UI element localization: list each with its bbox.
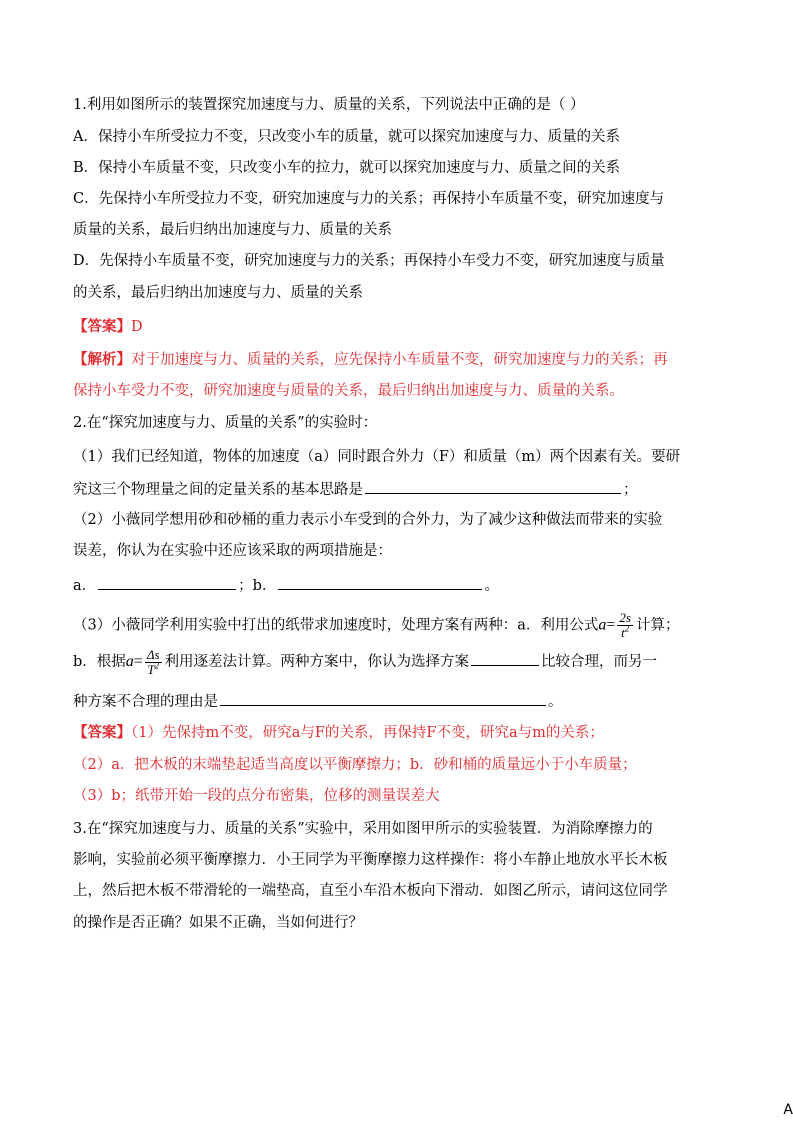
q1-stem: 1.利用如图所示的装置探究加速度与力、质量的关系，下列说法中正确的是（ ） [73,97,585,113]
answer-blank-1[interactable] [365,478,621,494]
q3-line4: 的操作是否正确？如果不正确，当如何进行？ [73,915,363,931]
q2-stem: 2.在“探究加速度与力、质量的关系”的实验时： [73,415,378,431]
formula1-denominator [617,623,633,640]
q2-part3-text1: （3）小薇同学利用实验中打出的纸带求加速度时，处理方案有两种：a．利用公式 [73,617,599,634]
formula2-exponent: 2 [154,660,160,671]
q2-part2-a-label: a． [73,578,97,594]
q1-option-d-line1: D．先保持小车质量不变，研究加速度与力的关系；再保持小车受力不变，研究加速度与质量 [73,253,665,269]
q1-option-d-line2: 的关系，最后归纳出加速度与力、质量的关系 [73,285,363,301]
q3-line3: 上，然后把木板不带滑轮的一端垫高，直至小车沿木板向下滑动．如图乙所示，请问这位同学 [73,883,668,899]
formula1-den-var: t [621,625,625,640]
q2-part1-end: ； [623,482,638,498]
q1-option-a: A．保持小车所受拉力不变，只改变小车的质量，就可以探究加速度与力、质量的关系 [73,129,620,145]
formula2-denominator [145,660,162,677]
q3-line2: 影响，实验前必须平衡摩擦力．小王同学为平衡摩擦力这样操作：将小车静止地放水平长木板 [73,852,668,868]
q2-answer-line1 [73,723,604,743]
answer-blank-2a[interactable] [98,574,236,590]
q2-part3-line1 [73,611,679,639]
answer-label: 【答案】 [73,318,131,335]
q1-option-c-line1: C．先保持小车所受拉力不变，研究加速度与力的关系；再保持小车质量不变，研究加速度与 [73,191,665,207]
q3-line1: 3.在“探究加速度与力、质量的关系”实验中，采用如图甲所示的实验装置．为消除摩擦力的 [73,821,653,837]
q2-part3-line2 [73,647,657,677]
answer-blank-3a[interactable] [471,650,539,666]
q2-part3-text2-mid: 利用逐差法计算。两种方案中，你认为选择方案 [164,654,470,670]
analysis-text: 对于加速度与力、质量的关系，应先保持小车质量不变，研究加速度与力的关系；再 [131,352,668,368]
q2-part1-line2 [73,478,638,498]
q2-answer-line3: （3）b；纸带开始一段的点分布密集，位移的测量误差大 [73,788,440,804]
formula1-exponent: 2 [624,623,630,634]
q2-part3-text1-end: 计算； [635,617,680,634]
analysis-label: 【解析】 [73,351,131,368]
corner-mark: A [783,1102,793,1118]
q2-part3-text3: 种方案不合理的理由是 [73,694,218,710]
answer-part1: （1）先保持m不变，研究a与F的关系，再保持F不变，研究a与m的关系； [131,725,604,741]
formula1-fraction [617,611,633,640]
q2-part2-blanks [73,574,499,594]
q1-analysis-line1 [73,350,668,370]
q2-part3-text2: b．根据 [73,654,126,670]
formula2-lhs: a [125,653,134,670]
q2-part2-end: 。 [484,578,499,594]
q1-analysis-line2: 保持小车受力不变，研究加速度与质量的关系，最后归纳出加速度与力、质量的关系。 [73,383,624,399]
q2-part3-line3 [73,690,563,710]
formula2-fraction [145,648,162,677]
formula1-equals: = [606,616,616,634]
answer-blank-3b[interactable] [220,690,546,706]
q1-option-b: B．保持小车质量不变，只改变小车的拉力，就可以探究加速度与力、质量之间的关系 [73,160,621,176]
q2-answer-line2: （2）a．把木板的末端垫起适当高度以平衡摩擦力；b．砂和桶的质量远小于小车质量； [73,757,637,773]
q2-part3-text2-end: 比较合理，而另一 [541,654,658,670]
q2-part1-line1: （1）我们已经知道，物体的加速度（a）同时跟合外力（F）和质量（m）两个因素有关。要研 [73,449,681,465]
q1-answer [73,317,143,337]
answer-label: 【答案】 [73,724,131,741]
q2-part2-b-label: ；b． [238,578,277,594]
q2-part2-line2: 误差，你认为在实验中还应该采取的两项措施是： [73,543,392,559]
q2-part1-text: 究这三个物理量之间的定量关系的基本思路是 [73,482,363,498]
formula1-lhs: a [598,616,607,634]
answer-value: D [131,319,143,335]
formula2-numerator: Δs [146,646,160,662]
formula2-equals: = [133,653,143,670]
q2-part2-line1: （2）小薇同学想用砂和砂桶的重力表示小车受到的合外力，为了减少这种做法而带来的实验 [73,512,663,528]
q1-option-c-line2: 质量的关系，最后归纳出加速度与力、质量的关系 [73,222,392,238]
q2-part3-end: 。 [548,694,563,710]
formula1-numerator: 2s [619,610,631,625]
answer-blank-2b[interactable] [278,574,482,590]
formula2-den-var: T [147,661,155,677]
